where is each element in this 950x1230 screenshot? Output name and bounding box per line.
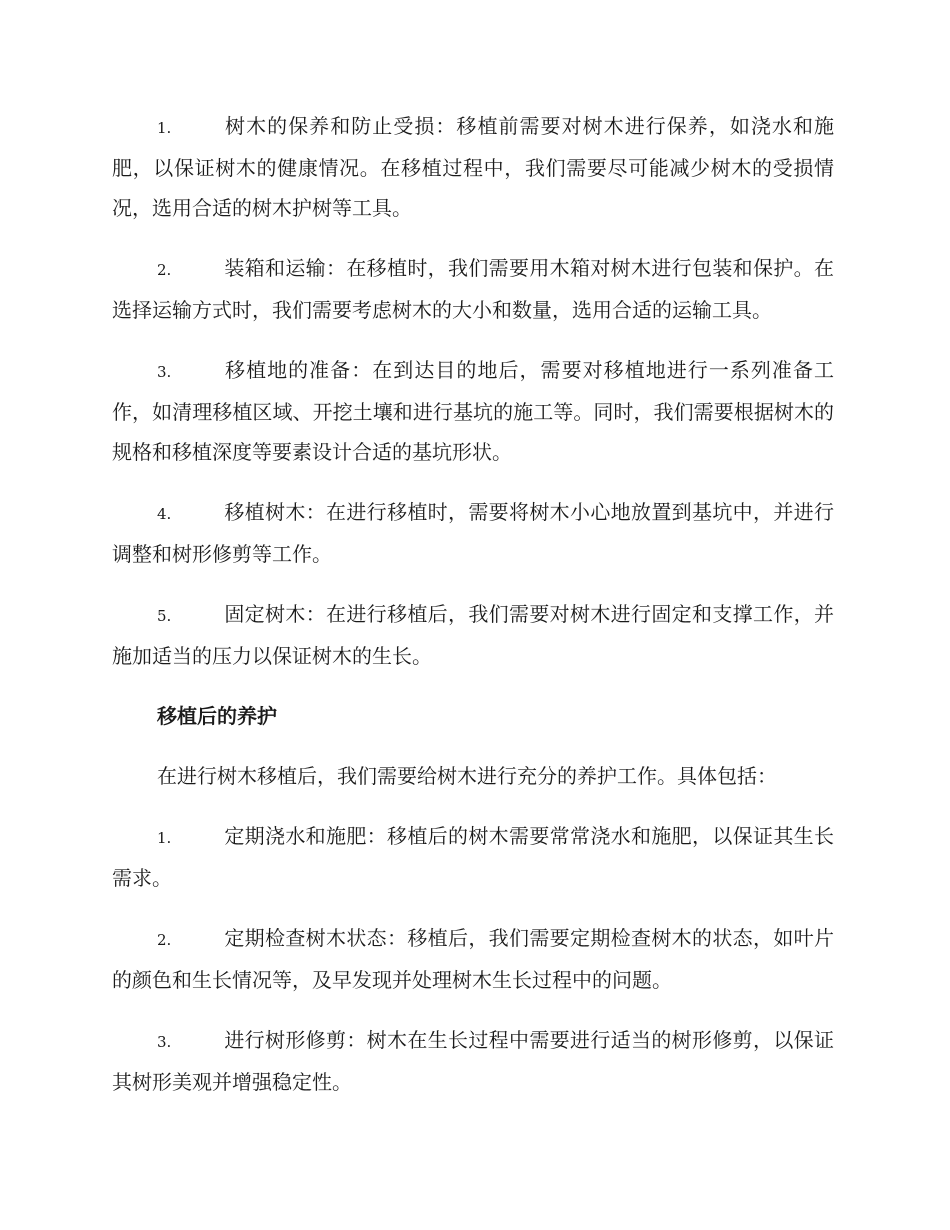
list-number: 2. bbox=[157, 931, 172, 949]
intro-paragraph: 在进行树木移植后，我们需要给树木进行充分的养护工作。具体包括： bbox=[157, 764, 777, 788]
list-item-text: 固定树木：在进行移植后，我们需要对树木进行固定和支撑工作，并施加适当的压力以保证树木的生长。 bbox=[112, 602, 834, 668]
list-number: 5. bbox=[157, 607, 172, 625]
list-number: 2. bbox=[157, 261, 172, 279]
list-item bbox=[112, 106, 834, 228]
list-number: 1. bbox=[157, 829, 172, 847]
list-item bbox=[112, 248, 834, 330]
list-item bbox=[112, 492, 834, 574]
list-item-text: 树木的保养和防止受损：移植前需要对树木进行保养，如浇水和施肥，以保证树木的健康情况。在移植过程中，我们需要尽可能减少树木的受损情况，选用合适的树木护树等工具。 bbox=[112, 114, 834, 220]
section-heading: 移植后的养护 bbox=[157, 704, 277, 728]
list-number: 1. bbox=[157, 119, 172, 137]
list-number: 3. bbox=[157, 1033, 172, 1051]
list-item-text: 定期浇水和施肥：移植后的树木需要常常浇水和施肥，以保证其生长需求。 bbox=[112, 824, 834, 890]
list-item bbox=[112, 816, 834, 898]
list-item bbox=[112, 594, 834, 676]
list-item-text: 装箱和运输：在移植时，我们需要用木箱对树木进行包装和保护。在选择运输方式时，我们需要考虑树木的大小和数量，选用合适的运输工具。 bbox=[112, 256, 834, 322]
list-number: 4. bbox=[157, 505, 172, 523]
list-item bbox=[112, 1020, 834, 1102]
list-item-text: 移植地的准备：在到达目的地后，需要对移植地进行一系列准备工作，如清理移植区域、开挖土壤和进行基坑的施工等。同时，我们需要根据树木的规格和移植深度等要素设计合适的基坑形状。 bbox=[112, 358, 834, 464]
list-item bbox=[112, 918, 834, 1000]
list-number: 3. bbox=[157, 363, 172, 381]
list-item-text: 定期检查树木状态：移植后，我们需要定期检查树木的状态，如叶片的颜色和生长情况等，及早发现并处理树木生长过程中的问题。 bbox=[112, 926, 834, 992]
list-item bbox=[112, 350, 834, 472]
list-item-text: 移植树木：在进行移植时，需要将树木小心地放置到基坑中，并进行调整和树形修剪等工作。 bbox=[112, 500, 834, 566]
list-item-text: 进行树形修剪：树木在生长过程中需要进行适当的树形修剪，以保证其树形美观并增强稳定性。 bbox=[112, 1028, 834, 1094]
document-page bbox=[112, 106, 834, 1122]
